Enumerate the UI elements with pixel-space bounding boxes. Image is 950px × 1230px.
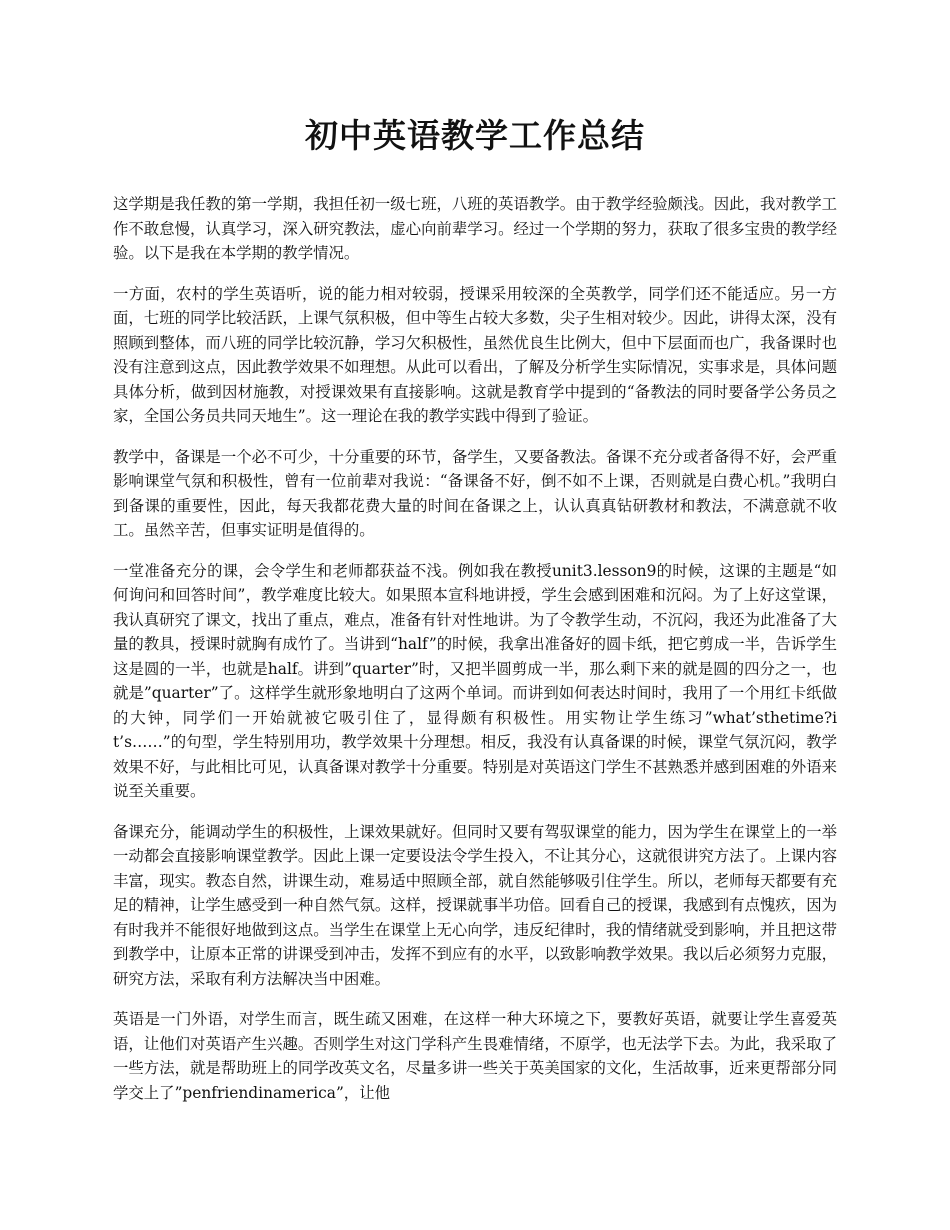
paragraph-classroom-control: 备课充分，能调动学生的积极性，上课效果就好。但同时又要有驾驭课堂的能力，因为学生在课堂上的一举一动都会直接影响课堂教学。因此上课一定要设法令学生投入，不让其分心，这就很讲究方法了。上课内容丰富，现实。教态自然，讲课生动，难易适中照顾全部，就自然能够吸引住学生。所以，老师每天都要有充足的精神，让学生感受到一种自然气氛。这样，授课就事半功倍。回看自己的授课，我感到有点愧疚，因为有时我并不能很好地做到这点。当学生在课堂上无心向学，违反纪律时，我的情绪就受到影响，并且把这带到教学中，让原本正常的讲课受到冲击，发挥不到应有的水平，以致影响教学效果。我以后必须努力克服，研究方法，采取有利方法解决当中困难。: [113, 822, 837, 988]
paragraph-student-interest: 英语是一门外语，对学生而言，既生疏又困难，在这样一种大环境之下，要教好英语，就要让学生喜爱英语，让他们对英语产生兴趣。否则学生对这门学科产生畏难情绪，不原学，也无法学下去。为此，我采取了一些方法，就是帮助班上的同学改英文名，尽量多讲一些关于英美国家的文化，生活故事，近来更帮部分同学交上了”penfriendinamerica”，让他: [113, 1010, 837, 1102]
paragraph-lesson-example: 一堂准备充分的课，会令学生和老师都获益不浅。例如我在教授unit3.lesson9的时候，这课的主题是“如何询问和回答时间”，教学难度比较大。如果照本宣科地讲授，学生会感到困难和沉闷。为了上好这堂课，我认真研究了课文，找出了重点，难点，准备有针对性地讲。为了令教学生动，不沉闷，我还为此准备了大量的教具，授课时就胸有成竹了。当讲到“half”的时候，我拿出准备好的圆卡纸，把它剪成一半，告诉学生这是圆的一半，也就是half。讲到”quarter”时，又把半圆剪成一半，那么剩下来的就是圆的四分之一，也就是”quarter”了。这样学生就形象地明白了这两个单词。而讲到如何表达时间时，我用了一个用红卡纸做的大钟，同学们一开始就被它吸引住了，显得颇有积极性。用实物让学生练习”what’sthetime?it’s……”的句型，学生特别用功，教学效果十分理想。相反，我没有认真备课的时候，课堂气氛沉闷，教学效果不好，与此相比可见，认真备课对教学十分重要。特别是对英语这门学生不甚熟悉并感到困难的外语来说至关重要。: [113, 561, 837, 800]
paragraph-student-analysis: 一方面，农村的学生英语听，说的能力相对较弱，授课采用较深的全英教学，同学们还不能适应。另一方面，七班的同学比较活跃，上课气氛积极，但中等生占较大多数，尖子生相对较少。因此，讲得太深，没有照顾到整体，而八班的同学比较沉静，学习欠积极性，虽然优良生比例大，但中下层面而也广，我备课时也没有注意到这点，因此教学效果不如理想。从此可以看出，了解及分析学生实际情况，实事求是，具体问题具体分析，做到因材施教，对授课效果有直接影响。这就是教育学中提到的“备教法的同时要备学公务员之家，全国公务员共同天地生”。这一理论在我的教学实践中得到了验证。: [113, 284, 837, 425]
paragraph-lesson-preparation: 教学中，备课是一个必不可少，十分重要的环节，备学生，又要备教法。备课不充分或者备得不好，会严重影响课堂气氛和积极性，曾有一位前辈对我说：“备课备不好，倒不如不上课，否则就是白费心机。”我明白到备课的重要性，因此，每天我都花费大量的时间在备课之上，认认真真钻研教材和教法，不满意就不收工。虽然辛苦，但事实证明是值得的。: [113, 447, 837, 539]
paragraph-intro: 这学期是我任教的第一学期，我担任初一级七班，八班的英语教学。由于教学经验颇浅。因此，我对教学工作不敢怠慢，认真学习，深入研究教法，虚心向前辈学习。经过一个学期的努力，获取了很多宝贵的教学经验。以下是我在本学期的教学情况。: [113, 195, 837, 262]
document-title: 初中英语教学工作总结: [305, 116, 645, 155]
